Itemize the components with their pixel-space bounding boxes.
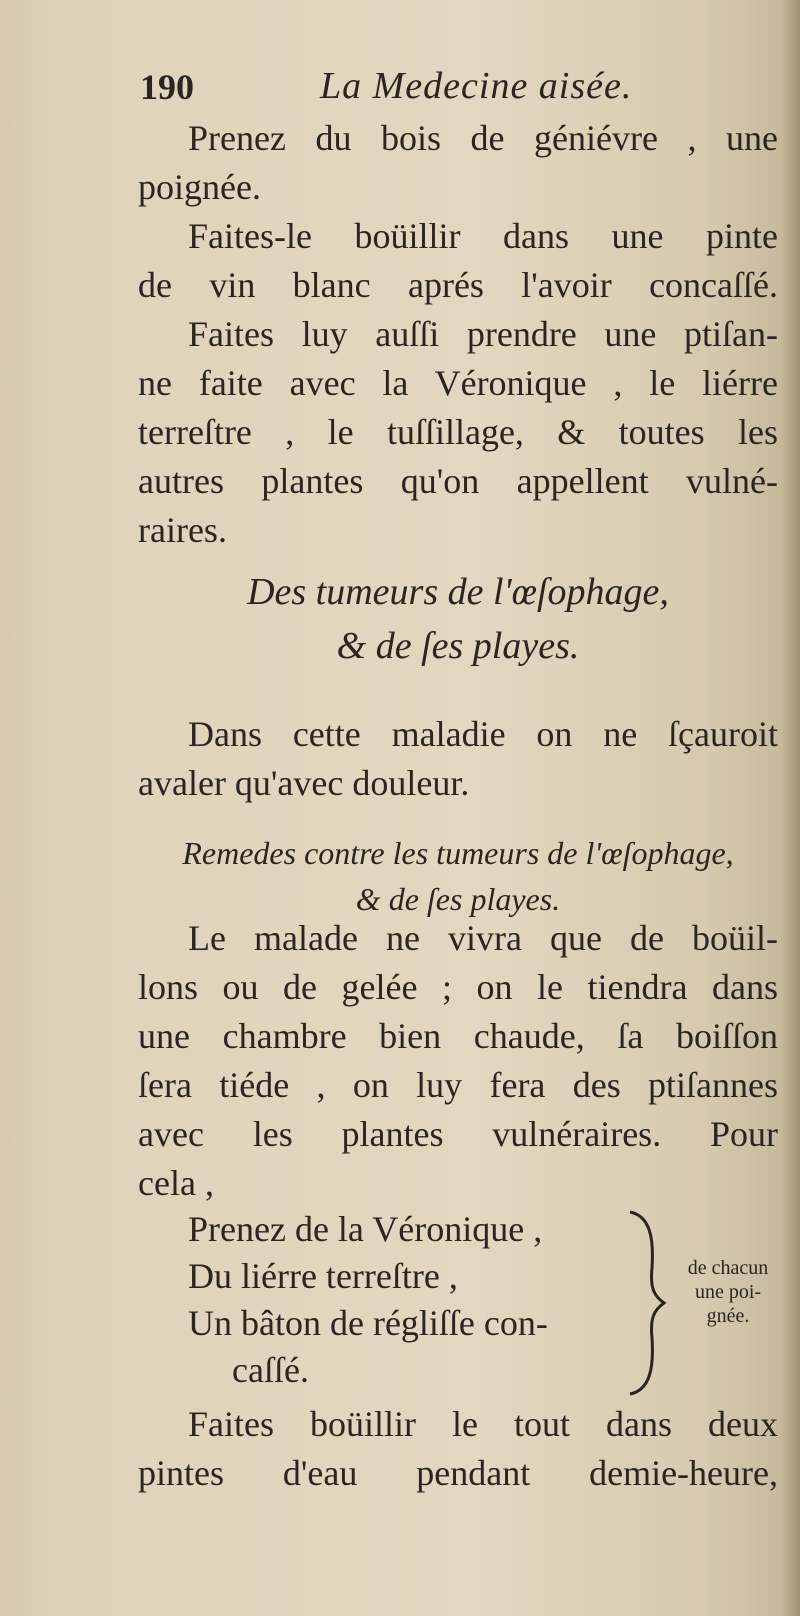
text-line: Faites-le boüillir dans une pinte xyxy=(188,216,778,256)
paragraph-symptom xyxy=(138,710,778,808)
running-title: La Medecine aisée. xyxy=(320,65,633,107)
paragraph-treatment xyxy=(138,914,778,1208)
section-heading-line: & de ſes playes. xyxy=(336,625,580,667)
remedies-heading-line: & de ſes playes. xyxy=(355,881,561,917)
text-line: pintes d'eau pendant demie-heure, xyxy=(138,1453,778,1493)
recipe-item: Du liérre terreſtre , xyxy=(188,1256,458,1296)
text-line: terreſtre , le tuſſillage, & toutes les xyxy=(138,412,778,452)
text-line: cela , xyxy=(138,1163,214,1203)
text-line: avaler qu'avec douleur. xyxy=(138,763,470,803)
recipe-item: Prenez de la Véronique , xyxy=(188,1209,543,1249)
paragraph-boiling xyxy=(138,1400,778,1498)
page-number: 190 xyxy=(140,67,194,107)
recipe-item: caſſé. xyxy=(232,1350,309,1390)
text-line: Prenez du bois de géniévre , une xyxy=(188,118,778,158)
recipe-list xyxy=(188,1206,658,1394)
running-head xyxy=(140,66,780,116)
paragraph-juniper-remedy xyxy=(138,114,778,555)
recipe-item: Un bâton de régliſſe con- xyxy=(188,1303,548,1343)
text-line: Le malade ne vivra que de boüil- xyxy=(188,918,778,958)
text-line: lons ou de gelée ; on le tiendra dans xyxy=(138,967,778,1007)
section-heading-line: Des tumeurs de l'œſophage, xyxy=(247,571,669,613)
page-gutter-shadow xyxy=(782,0,800,1616)
text-line: poignée. xyxy=(138,167,261,207)
brace-note-line: une poi- xyxy=(694,1281,762,1303)
text-line: autres plantes qu'on appellent vulné- xyxy=(138,461,778,501)
brace-note-line: gnée. xyxy=(706,1305,750,1327)
brace-note xyxy=(668,1256,788,1328)
text-line: Faites luy auſſi prendre une ptiſan- xyxy=(188,314,778,354)
text-line: ne faite avec la Véronique , le liérre xyxy=(138,363,778,403)
text-line: raires. xyxy=(138,510,227,550)
remedies-heading xyxy=(138,830,778,922)
text-line: une chambre bien chaude, ſa boiſſon xyxy=(138,1016,778,1056)
remedies-heading-line: Remedes contre les tumeurs de l'œſophage, xyxy=(182,835,734,871)
brace-note-line: de chacun xyxy=(687,1257,769,1279)
text-line: Dans cette maladie on ne ſçauroit xyxy=(188,714,778,754)
brace-icon xyxy=(620,1208,670,1398)
text-line: avec les plantes vulnéraires. Pour xyxy=(138,1114,778,1154)
section-heading xyxy=(138,565,778,673)
text-line: de vin blanc aprés l'avoir concaſſé. xyxy=(138,265,778,305)
text-line: ſera tiéde , on luy fera des ptiſannes xyxy=(138,1065,778,1105)
text-line: Faites boüillir le tout dans deux xyxy=(188,1404,778,1444)
